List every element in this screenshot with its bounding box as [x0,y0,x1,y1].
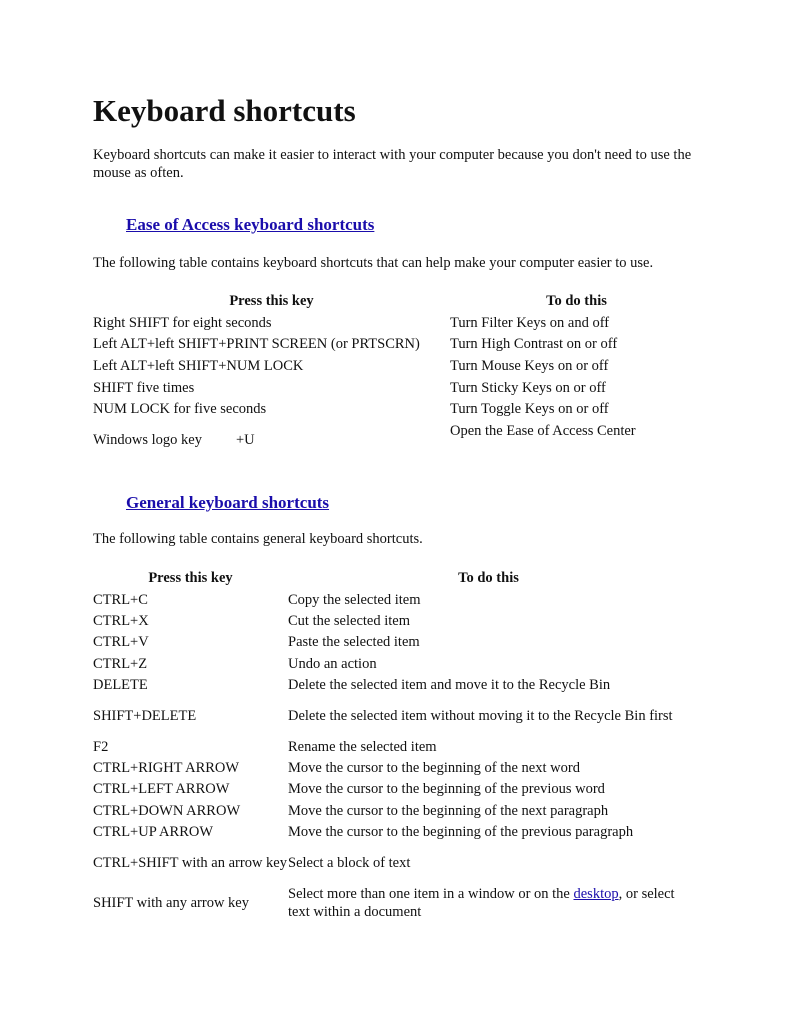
column-header-action: To do this [458,570,519,586]
shortcut-key: DELETE [93,677,148,694]
shortcut-key: CTRL+LEFT ARROW [93,781,230,798]
shortcut-key: CTRL+C [93,591,148,608]
shortcut-key: CTRL+X [93,613,149,630]
desktop-link[interactable]: desktop [573,885,619,902]
general-shortcuts-table [93,567,689,923]
shortcut-key: F2 [93,738,109,755]
shortcut-key-cell [93,420,450,469]
general-shortcuts-heading-link[interactable]: General keyboard shortcuts [126,493,330,512]
table-row [93,736,689,757]
shortcut-action: Turn Sticky Keys on or off [450,379,606,396]
shortcut-action: Delete the selected item and move it to the Recycle Bin [288,677,611,694]
table-row [93,800,689,821]
shortcut-action: Move the cursor to the beginning of the previous word [288,781,605,798]
shortcut-key: SHIFT five times [93,379,195,396]
table-header-row [93,567,689,589]
shortcut-action: Delete the selected item without moving it to the Recycle Bin first [288,707,673,724]
shortcut-action-text: , or select text within a document [288,885,675,920]
shortcut-key: CTRL+UP ARROW [93,824,214,841]
column-header-key: Press this key [229,293,314,309]
table-header-row [93,290,703,312]
table-row [93,398,703,420]
table-row [93,843,689,883]
shortcut-action: Turn Filter Keys on and off [450,314,610,331]
table-row [93,675,689,696]
shortcut-key: CTRL+RIGHT ARROW [93,760,240,777]
column-header-action: To do this [546,293,607,309]
shortcut-key: Left ALT+left SHIFT+NUM LOCK [93,357,304,374]
table-row [93,822,689,843]
shortcut-action: Paste the selected item [288,634,420,651]
shortcut-action: Rename the selected item [288,738,437,755]
table-row [93,334,703,356]
table-row [93,883,689,923]
table-row [93,779,689,800]
shortcut-action: Move the cursor to the beginning of the next word [288,760,580,777]
column-header-key: Press this key [148,570,233,586]
shortcut-action-text: Select more than one item in a window or on the [288,885,574,902]
shortcut-key: CTRL+Z [93,655,148,672]
general-shortcuts-heading [126,492,329,514]
shortcut-key: CTRL+SHIFT with an arrow key [93,854,287,871]
shortcut-action: Move the cursor to the beginning of the next paragraph [288,802,609,819]
shortcut-key: Windows logo key [93,431,202,448]
table-row [93,589,689,610]
ease-of-access-heading-link[interactable]: Ease of Access keyboard shortcuts [126,215,375,234]
shortcut-action: Turn Mouse Keys on or off [450,357,609,374]
table-row [93,420,703,469]
general-shortcuts-description: The following table contains general keyboard shortcuts. [93,531,423,547]
table-row [93,610,689,631]
intro-paragraph: Keyboard shortcuts can make it easier to interact with your computer because you don't need to use the mouse as often. [93,147,692,181]
table-row [93,696,689,736]
shortcut-key: SHIFT+DELETE [93,707,197,724]
shortcut-key: CTRL+DOWN ARROW [93,802,241,819]
shortcut-key-suffix: +U [235,431,255,448]
shortcut-action: Open the Ease of Access Center [450,422,636,439]
shortcut-action-cell [288,883,689,923]
shortcut-key: Right SHIFT for eight seconds [93,314,272,331]
shortcut-action: Select a block of text [288,854,411,871]
shortcut-action: Move the cursor to the beginning of the previous paragraph [288,824,634,841]
ease-of-access-heading [126,214,374,236]
ease-of-access-table [93,290,703,469]
shortcut-action: Undo an action [288,655,377,672]
shortcut-key: NUM LOCK for five seconds [93,401,267,418]
shortcut-key: Left ALT+left SHIFT+PRINT SCREEN (or PRTSCRN) [93,336,420,353]
table-row [93,312,703,334]
page-title: Keyboard shortcuts [93,93,356,128]
table-row [93,632,689,653]
shortcut-action: Cut the selected item [288,613,411,630]
shortcut-action: Turn High Contrast on or off [450,336,618,353]
shortcut-action: Turn Toggle Keys on or off [450,401,609,418]
table-row [93,355,703,377]
table-row [93,757,689,778]
shortcut-key: CTRL+V [93,634,149,651]
shortcut-action: Copy the selected item [288,591,421,608]
shortcut-key: SHIFT with any arrow key [93,894,249,911]
table-row [93,653,689,674]
ease-of-access-description: The following table contains keyboard shortcuts that can help make your computer easier to use. [93,255,654,271]
table-row [93,377,703,399]
